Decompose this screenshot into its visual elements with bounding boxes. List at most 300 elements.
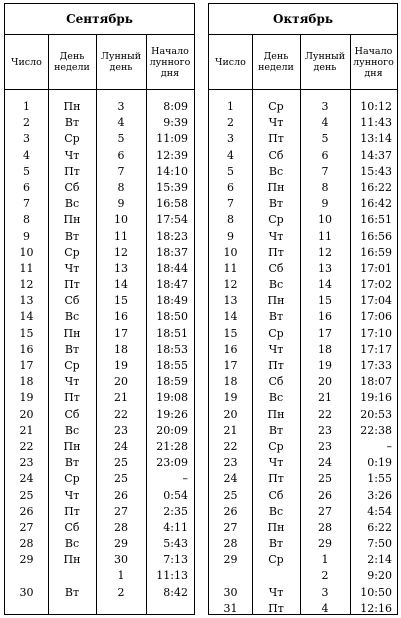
cell-lunar-day: 28: [114, 520, 128, 534]
cell-weekday: Чт: [268, 229, 284, 243]
cell-lunar-day: 30: [114, 553, 128, 567]
table-row: [209, 374, 397, 390]
cell-date: 3: [23, 132, 30, 146]
cell-lunar-day: 9: [321, 197, 329, 211]
cell-lunar-day: 13: [114, 261, 128, 275]
cell-date: 27: [19, 520, 34, 534]
header-lunar-day: Лунный день: [100, 51, 142, 73]
cell-lunar-day: 24: [318, 456, 332, 470]
cell-lunar-day-start: 13:14: [360, 132, 392, 146]
cell-lunar-day-start: 16:56: [360, 229, 392, 243]
cell-date: 12: [223, 278, 238, 292]
cell-weekday: Ср: [268, 213, 284, 227]
cell-lunar-day: 9: [117, 197, 125, 211]
cell-date: 12: [19, 278, 34, 292]
table-row: [209, 245, 397, 261]
table-header: [5, 35, 194, 90]
cell-lunar-day: 23: [318, 423, 332, 437]
cell-lunar-day-start: 22:38: [360, 423, 392, 437]
cell-date: 26: [19, 504, 34, 518]
cell-date: 27: [223, 520, 238, 534]
cell-lunar-day-start: 12:39: [156, 148, 188, 162]
cell-weekday: Пт: [64, 164, 80, 178]
cell-weekday: Пн: [267, 520, 285, 534]
cell-lunar-day-start: 14:37: [360, 148, 392, 162]
cell-lunar-day-start: 7:13: [163, 553, 188, 567]
cell-lunar-day: 25: [114, 456, 128, 470]
cell-lunar-day: 18: [114, 342, 128, 356]
cell-weekday: Пт: [64, 278, 80, 292]
table-row: [5, 488, 194, 504]
table-row: [5, 245, 194, 261]
cell-lunar-day: 12: [114, 245, 128, 259]
table-row: [5, 229, 194, 245]
table-row: [5, 293, 194, 309]
cell-lunar-day-start: 11:09: [156, 132, 188, 146]
cell-date: 25: [223, 488, 238, 502]
cell-date: 5: [23, 164, 30, 178]
cell-lunar-day-start: 18:51: [156, 326, 188, 340]
table-row: [5, 277, 194, 293]
cell-date: 4: [23, 148, 30, 162]
cell-lunar-day: 17: [114, 326, 128, 340]
cell-lunar-day: 3: [117, 100, 125, 113]
cell-date: 16: [19, 342, 34, 356]
table-row: [5, 390, 194, 406]
table-row: [209, 342, 397, 358]
cell-lunar-day-start: 18:59: [156, 375, 188, 389]
cell-weekday: Вс: [268, 278, 284, 292]
cell-lunar-day: 8: [321, 180, 329, 194]
cell-lunar-day: 29: [318, 537, 332, 551]
cell-weekday: Вт: [64, 456, 80, 470]
table-row: [5, 585, 194, 601]
cell-weekday: Вт: [64, 116, 80, 130]
cell-date: 1: [23, 100, 30, 113]
cell-weekday: Вт: [268, 310, 284, 324]
cell-lunar-day-start: 8:09: [163, 100, 188, 113]
cell-date: 19: [223, 391, 238, 405]
table-row: [209, 115, 397, 131]
cell-weekday: Ср: [268, 553, 284, 567]
cell-date: 8: [227, 213, 234, 227]
table-row: [209, 552, 397, 568]
month-title: Сентябрь: [5, 4, 194, 35]
cell-lunar-day: 6: [117, 148, 125, 162]
header-date: Число: [11, 56, 42, 68]
cell-lunar-day: 14: [318, 278, 332, 292]
cell-date: 6: [23, 180, 30, 194]
cell-lunar-day-start: –: [386, 439, 392, 453]
table-row: [5, 455, 194, 471]
cell-date: 2: [227, 116, 234, 130]
header-weekday: День недели: [54, 51, 90, 73]
cell-weekday: Сб: [64, 180, 80, 194]
cell-weekday: Пн: [267, 180, 285, 194]
cell-weekday: Чт: [64, 148, 80, 162]
cell-weekday: Пт: [64, 504, 80, 518]
cell-lunar-day: 4: [321, 601, 329, 615]
cell-date: 23: [19, 456, 34, 470]
cell-lunar-day: 10: [318, 213, 332, 227]
cell-date: 2: [23, 116, 30, 130]
cell-lunar-day: 22: [318, 407, 332, 421]
cell-weekday: Пн: [63, 213, 81, 227]
table-row: [209, 504, 397, 520]
cell-lunar-day: 17: [318, 326, 332, 340]
cell-weekday: Ср: [268, 326, 284, 340]
cell-date: 13: [19, 294, 34, 308]
cell-weekday: Чт: [64, 261, 80, 275]
cell-weekday: Пт: [268, 472, 284, 486]
cell-date: 1: [227, 100, 234, 113]
cell-weekday: Чт: [268, 342, 284, 356]
table-row: [5, 131, 194, 147]
cell-lunar-day-start: 18:23: [156, 229, 188, 243]
cell-lunar-day: 7: [321, 164, 329, 178]
cell-lunar-day-start: 19:16: [360, 391, 392, 405]
cell-lunar-day: 12: [318, 245, 332, 259]
cell-date: 14: [223, 310, 238, 324]
cell-date: 29: [19, 553, 34, 567]
cell-lunar-day: 4: [321, 116, 329, 130]
cell-lunar-day-start: 16:59: [360, 245, 392, 259]
cell-lunar-day: 16: [114, 310, 128, 324]
cell-weekday: Пт: [268, 245, 284, 259]
cell-weekday: Чт: [64, 488, 80, 502]
table-row: [209, 488, 397, 504]
cell-weekday: Пн: [63, 553, 81, 567]
cell-lunar-day: 15: [114, 294, 128, 308]
cell-lunar-day: 20: [114, 375, 128, 389]
cell-lunar-day-start: 8:42: [163, 585, 188, 599]
cell-date: 24: [19, 472, 34, 486]
cell-lunar-day-start: 17:01: [360, 261, 392, 275]
table-row: [209, 536, 397, 552]
table-row: [209, 471, 397, 487]
cell-weekday: Вт: [64, 342, 80, 356]
cell-lunar-day-start: 17:10: [360, 326, 392, 340]
cell-lunar-day-start: 18:44: [156, 261, 188, 275]
cell-weekday: Чт: [268, 456, 284, 470]
cell-lunar-day-start: 4:11: [163, 520, 188, 534]
cell-lunar-day: 5: [117, 132, 125, 146]
cell-lunar-day: 7: [117, 164, 125, 178]
cell-lunar-day-start: 18:07: [360, 375, 392, 389]
table-row: [209, 277, 397, 293]
cell-weekday: Вс: [64, 310, 80, 324]
cell-lunar-day-start: 18:53: [156, 342, 188, 356]
cell-date: 22: [19, 439, 34, 453]
cell-date: 4: [227, 148, 234, 162]
cell-weekday: Вт: [268, 537, 284, 551]
cell-date: 9: [227, 229, 234, 243]
cell-date: 28: [19, 537, 34, 551]
cell-weekday: Пн: [63, 100, 81, 113]
cell-date: 7: [227, 197, 234, 211]
cell-date: 20: [19, 407, 34, 421]
cell-lunar-day: 5: [321, 132, 329, 146]
cell-date: 21: [19, 423, 34, 437]
cell-date: 21: [223, 423, 238, 437]
cell-weekday: Ср: [64, 245, 80, 259]
table-row: [5, 520, 194, 536]
table-row: [5, 148, 194, 164]
cell-lunar-day-start: 2:35: [163, 504, 188, 518]
cell-lunar-day: 1: [321, 553, 329, 567]
table-row: [5, 504, 194, 520]
cell-lunar-day-start: 14:10: [156, 164, 188, 178]
cell-lunar-day-start: 17:54: [156, 213, 188, 227]
cell-weekday: Вс: [268, 164, 284, 178]
cell-weekday: Вс: [64, 197, 80, 211]
cell-weekday: Чт: [64, 375, 80, 389]
cell-date: 18: [223, 375, 238, 389]
cell-date: 30: [19, 585, 34, 599]
cell-weekday: Вт: [64, 229, 80, 243]
cell-lunar-day-start: 17:02: [360, 278, 392, 292]
cell-weekday: Пт: [268, 601, 284, 615]
cell-weekday: Пн: [63, 439, 81, 453]
cell-lunar-day-start: 6:22: [367, 520, 392, 534]
cell-lunar-day: 21: [318, 391, 332, 405]
cell-lunar-day: 3: [321, 100, 329, 113]
table-row: [5, 326, 194, 342]
cell-date: 15: [223, 326, 238, 340]
cell-weekday: Сб: [268, 261, 284, 275]
cell-lunar-day: 23: [114, 423, 128, 437]
cell-lunar-day-start: 9:39: [163, 116, 188, 130]
table-row: [209, 585, 397, 601]
cell-weekday: Сб: [268, 488, 284, 502]
table-row: [5, 568, 194, 584]
cell-date: 6: [227, 180, 234, 194]
cell-date: 20: [223, 407, 238, 421]
cell-weekday: Пт: [268, 132, 284, 146]
cell-weekday: Сб: [268, 375, 284, 389]
cell-lunar-day: 24: [114, 439, 128, 453]
header-lunar-day: Лунный день: [304, 51, 346, 73]
cell-lunar-day-start: 16:22: [360, 180, 392, 194]
table-row: [5, 423, 194, 439]
cell-lunar-day-start: 18:37: [156, 245, 188, 259]
cell-weekday: Сб: [64, 520, 80, 534]
cell-lunar-day: 18: [318, 342, 332, 356]
cell-weekday: Ср: [268, 100, 284, 113]
cell-lunar-day: 14: [114, 278, 128, 292]
cell-date: 23: [223, 456, 238, 470]
header-lunar-day-start: Начало лунного дня: [149, 45, 191, 79]
cell-lunar-day-start: 23:09: [156, 456, 188, 470]
cell-lunar-day: 3: [321, 585, 329, 599]
cell-lunar-day: 27: [318, 504, 332, 518]
table-row: [209, 407, 397, 423]
cell-date: 15: [19, 326, 34, 340]
cell-lunar-day: 27: [114, 504, 128, 518]
cell-weekday: Вс: [64, 537, 80, 551]
cell-date: 11: [223, 261, 238, 275]
table-row: [5, 358, 194, 374]
cell-lunar-day: 20: [318, 375, 332, 389]
cell-date: 30: [223, 585, 238, 599]
cell-weekday: Пт: [64, 391, 80, 405]
table-row: [5, 212, 194, 228]
table-row: [209, 196, 397, 212]
table-row: [5, 407, 194, 423]
table-row: [209, 99, 397, 115]
cell-date: 22: [223, 439, 238, 453]
table-row: [209, 261, 397, 277]
cell-date: 13: [223, 294, 238, 308]
cell-lunar-day-start: 17:33: [360, 359, 392, 372]
cell-date: 25: [19, 488, 34, 502]
table-row: [209, 568, 397, 584]
table-body: [5, 99, 194, 601]
cell-date: 31: [223, 601, 238, 615]
cell-weekday: Ср: [64, 472, 80, 486]
header-weekday: День недели: [258, 51, 294, 73]
cell-weekday: Сб: [64, 294, 80, 308]
cell-date: 10: [223, 245, 238, 259]
table-row: [209, 309, 397, 325]
table-row: [5, 196, 194, 212]
table-row: [209, 148, 397, 164]
cell-date: 28: [223, 537, 238, 551]
cell-lunar-day-start: 17:04: [360, 294, 392, 308]
table-row: [209, 229, 397, 245]
cell-weekday: Ср: [64, 132, 80, 146]
cell-date: 26: [223, 504, 238, 518]
table-row: [209, 601, 397, 617]
cell-lunar-day-start: 3:26: [367, 488, 392, 502]
cell-lunar-day-start: 1:55: [367, 472, 392, 486]
cell-lunar-day-start: 18:55: [156, 359, 188, 372]
cell-lunar-day-start: 20:09: [156, 423, 188, 437]
cell-date: 7: [23, 197, 30, 211]
table-row: [209, 358, 397, 374]
cell-lunar-day-start: –: [182, 472, 188, 486]
cell-lunar-day: 8: [117, 180, 125, 194]
cell-weekday: Вт: [268, 423, 284, 437]
cell-lunar-day: 21: [114, 391, 128, 405]
cell-lunar-day-start: 20:53: [360, 407, 392, 421]
cell-lunar-day-start: 21:28: [156, 439, 188, 453]
cell-weekday: Ср: [64, 359, 80, 372]
table-body: [209, 99, 397, 617]
cell-lunar-day: 26: [114, 488, 128, 502]
cell-lunar-day-start: 16:51: [360, 213, 392, 227]
table-row: [209, 455, 397, 471]
cell-weekday: Сб: [268, 148, 284, 162]
cell-lunar-day: 15: [318, 294, 332, 308]
table-row: [209, 423, 397, 439]
table-row: [209, 164, 397, 180]
cell-lunar-day: 10: [114, 213, 128, 227]
cell-lunar-day-start: 10:12: [360, 100, 392, 113]
cell-date: 10: [19, 245, 34, 259]
cell-weekday: Вс: [268, 391, 284, 405]
cell-lunar-day: 1: [117, 569, 125, 583]
table-row: [209, 390, 397, 406]
table-row: [5, 374, 194, 390]
cell-lunar-day: 6: [321, 148, 329, 162]
cell-weekday: Чт: [268, 116, 284, 130]
cell-date: 17: [19, 359, 34, 372]
cell-lunar-day: 22: [114, 407, 128, 421]
cell-lunar-day: 28: [318, 520, 332, 534]
cell-lunar-day: 25: [114, 472, 128, 486]
cell-weekday: Вт: [64, 585, 80, 599]
cell-date: 19: [19, 391, 34, 405]
table-row: [5, 164, 194, 180]
month-title: Октябрь: [209, 4, 397, 35]
cell-lunar-day-start: 10:50: [360, 585, 392, 599]
cell-lunar-day-start: 18:49: [156, 294, 188, 308]
cell-lunar-day-start: 18:47: [156, 278, 188, 292]
october-table: [208, 3, 398, 615]
cell-lunar-day-start: 17:17: [360, 342, 392, 356]
cell-date: 17: [223, 359, 238, 372]
cell-lunar-day: 26: [318, 488, 332, 502]
cell-lunar-day: 13: [318, 261, 332, 275]
header-date: Число: [215, 56, 246, 68]
cell-lunar-day-start: 17:06: [360, 310, 392, 324]
cell-lunar-day-start: 0:54: [163, 488, 188, 502]
cell-lunar-day-start: 16:58: [156, 197, 188, 211]
cell-lunar-day: 11: [114, 229, 128, 243]
cell-lunar-day-start: 19:08: [156, 391, 188, 405]
cell-lunar-day-start: 15:39: [156, 180, 188, 194]
cell-lunar-day: 4: [117, 116, 125, 130]
table-row: [209, 326, 397, 342]
table-row: [5, 261, 194, 277]
cell-date: 9: [23, 229, 30, 243]
cell-lunar-day-start: 5:43: [163, 537, 188, 551]
cell-lunar-day-start: 0:19: [367, 456, 392, 470]
table-row: [5, 180, 194, 196]
cell-lunar-day: 11: [318, 229, 332, 243]
cell-weekday: Пт: [268, 359, 284, 372]
cell-date: 24: [223, 472, 238, 486]
table-row: [5, 536, 194, 552]
cell-lunar-day-start: 15:43: [360, 164, 392, 178]
cell-lunar-day: 29: [114, 537, 128, 551]
cell-lunar-day-start: 11:43: [360, 116, 392, 130]
cell-lunar-day-start: 7:50: [367, 537, 392, 551]
table-row: [209, 293, 397, 309]
cell-lunar-day-start: 2:14: [367, 553, 392, 567]
cell-lunar-day: 19: [318, 359, 332, 372]
cell-lunar-day: 16: [318, 310, 332, 324]
cell-date: 16: [223, 342, 238, 356]
cell-weekday: Пн: [63, 326, 81, 340]
september-table: [4, 3, 195, 615]
cell-weekday: Вс: [268, 504, 284, 518]
cell-date: 8: [23, 213, 30, 227]
table-row: [209, 439, 397, 455]
cell-weekday: Пн: [267, 294, 285, 308]
cell-date: 11: [19, 261, 34, 275]
cell-lunar-day-start: 12:16: [360, 601, 392, 615]
cell-lunar-day: 2: [117, 585, 125, 599]
table-row: [5, 115, 194, 131]
table-row: [209, 180, 397, 196]
cell-lunar-day: 23: [318, 439, 332, 453]
cell-date: 29: [223, 553, 238, 567]
cell-lunar-day-start: 9:20: [367, 569, 392, 583]
cell-lunar-day: 19: [114, 359, 128, 372]
cell-weekday: Пн: [267, 407, 285, 421]
